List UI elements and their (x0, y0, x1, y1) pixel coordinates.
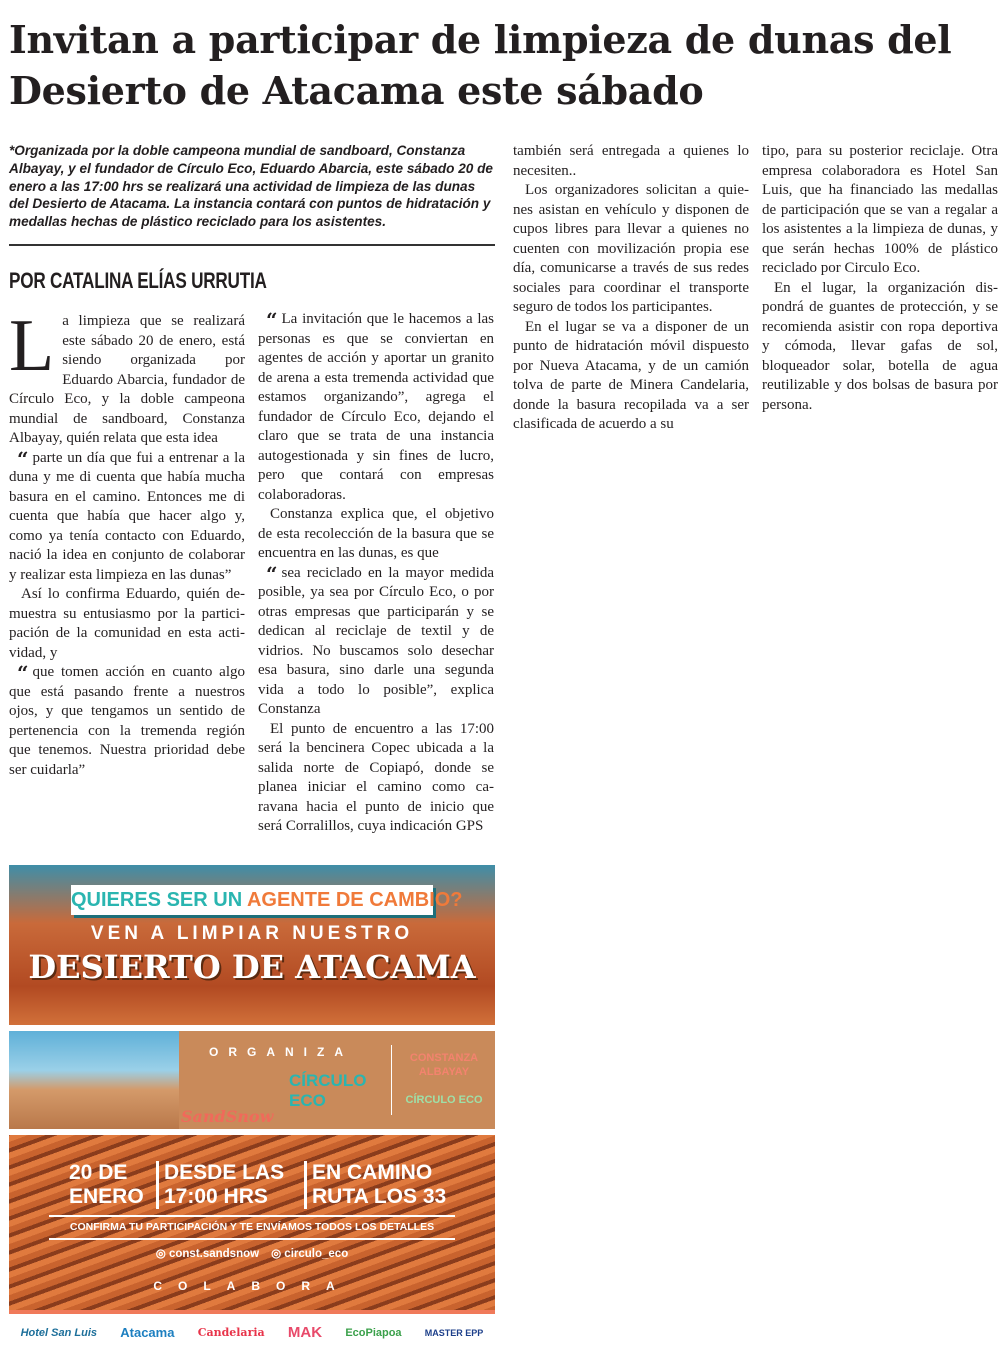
paragraph: tipo, para su posterior reciclaje. Otra empresa colaboradora es Hotel San Luis, que ha financiado las medallas de participación que se van a regalar a los asistentes a la limpieza de dunas, y que serán hechas 100% de plástico reciclado por Circulo Eco. (762, 143, 998, 276)
byline: POR CATALINA ELÍAS URRUTIA (9, 268, 267, 293)
quote-icon: “ (17, 446, 29, 471)
event-advertisement (9, 865, 495, 1351)
banner-text: QUIERES SER UN (71, 889, 247, 911)
quote-icon: “ (266, 561, 278, 586)
drop-cap: L (9, 305, 55, 387)
sponsor-logo: Hotel San Luis (20, 1326, 98, 1339)
instagram-handle[interactable]: ◎ const.sandsnow (155, 1248, 260, 1260)
ad-subtitle: VEN A LIMPIAR NUESTRO (90, 923, 414, 944)
divider (391, 1045, 392, 1115)
confirm-text: CONFIRMA TU PARTICIPACIÓN Y TE ENVÍAMOS TODOS LOS DETALLES (49, 1215, 455, 1240)
sponsor-logo: MASTER EPP (424, 1327, 484, 1338)
quote: sea reciclado en la mayor medida posible, ya sea por Círculo Eco, o por otras empresas que participarán y se dedican al reciclaje de textil y de vidrios. No buscamos solo desechar esa basura, sino darle una segunda vida a todo lo posible”, explica Constanza (258, 564, 494, 717)
article-column-4 (762, 142, 998, 415)
instagram-handle[interactable]: ◎ circulo_eco (271, 1248, 349, 1260)
article-column-3 (513, 142, 749, 435)
paragraph: El punto de encuentro a las 17:00 será la bencinera Copec ubicada a la salida norte de Copiapó, donde se planea iniciar el camino como caravana hacia el punto de inicio que será Corralillos, cuya indicación GPS (258, 720, 494, 834)
headline: Invitan a participar de limpieza de dunas del Desierto de Atacama este sábado (9, 17, 952, 113)
paragraph: Constanza explica que, el objetivo de esta recolección de la basura que se encuentra en las dunas, es que (258, 506, 494, 561)
quote: parte un día que fui a entrenar a la duna y me di cuenta que había mucha basura en el camino. Entonces me di cuenta que había que hacer algo y, como ya tenía contacto con Eduardo, nació la idea en conjunto de colaborar y realizar esta limpieza en las dunas” (9, 449, 245, 583)
quote-icon: “ (266, 308, 278, 332)
sandsnow-logo: SandSnow (181, 1107, 274, 1126)
event-info (64, 1161, 472, 1209)
paragraph: Así lo confirma Eduardo, quién demuestra su entusiasmo por la participación de la comunidad en esta actividad, y (9, 586, 245, 661)
circulo-eco-logo: CÍRCULO ECO (289, 1071, 367, 1110)
organizer-name: CONSTANZA ALBAYAY (409, 1052, 479, 1078)
banner-highlight: AGENTE DE CAMBIO? (246, 889, 463, 911)
paragraph: Los organizadores solicitan a quienes asistan en vehículo y disponen de cupos libres para llevar a quienes no cuenten con movilización propia ese día, comunicarse a través de sus redes sociales para coordinar el transporte seguro de todos los participantes. (513, 182, 749, 315)
quote: La invitación que le hacemos a las personas es que se conviertan en agentes de acción y aportar un granito de arena a esta tremenda actividad que estamos organizando”, agrega el fundador de Círculo Eco, dejando el claro que se trata de una instancia autogestionada y sin fines de lucro, pero que contará con empresas colaboradoras. (258, 311, 494, 503)
ad-title: DESIERTO DE ATACAMA (28, 948, 476, 986)
organizer-name: CÍRCULO ECO (405, 1094, 483, 1106)
event-time: DESDE LAS 17:00 HRS (159, 1161, 307, 1209)
organizers-strip (9, 1025, 495, 1135)
quote-icon: “ (17, 661, 29, 685)
sponsor-logo: Candelaria (197, 1326, 265, 1339)
colabora-label: COLABORA (153, 1279, 351, 1293)
social-handles (9, 1247, 495, 1261)
article-column-1 (9, 305, 245, 780)
paragraph: En el lugar, la organización dispondrá de guantes de protección, y se recomienda asistir con ropa deportiva y cómoda, llevar gafas de sol, bloqueador solar, botella de agua reutilizable y dos bolsas de basura por persona. (762, 279, 998, 413)
paragraph: a limpieza que se realizará este sábado 20 de enero, está siendo organizada por Eduardo Abarcia, fundador de Círculo Eco, y la doble campeona mundial de sandboard, Constanza Albayay, quién relata que esta idea (9, 313, 245, 446)
event-place: EN CAMINO RUTA LOS 33 (312, 1161, 447, 1208)
sponsor-logo: EcoPiapoa (345, 1326, 402, 1339)
sponsor-logos (9, 1310, 495, 1351)
sponsor-logo: Atacama (120, 1325, 175, 1340)
organiza-label: ORGANIZA (209, 1045, 353, 1059)
sandboarders-photo (9, 1031, 179, 1129)
sponsor-logo: MAK (287, 1324, 323, 1341)
divider (9, 244, 495, 246)
ad-banner (71, 885, 463, 915)
quote: que tomen acción en cuanto algo que está pasando frente a nuestros ojos, y que tengamos un sentido de pertenencia con la tremenda región que tenemos. Nuestra prioridad debe ser cuidarla” (9, 664, 245, 778)
article-column-2 (258, 310, 494, 837)
event-date: 20 DE ENERO (64, 1161, 159, 1209)
paragraph: también será entregada a quienes lo necesiten.. (513, 143, 749, 179)
lead-paragraph: *Organizada por la doble campeona mundial de sandboard, Constanza Albayay, y el fundador de Círculo Eco, Eduardo Abarcia, este sábado 20 de enero a las 17:00 hrs se realizará una actividad de limpieza de las dunas del Desierto de Atacama. La instancia contará con puntos de hidratación y medallas hechas de plástico reciclado para los asistentes. (9, 143, 493, 230)
paragraph: En el lugar se va a disponer de un punto de hidratación móvil dispuesto por Nueva Atacama, y de un camión tolva de parte de Minera Candelaria, donde la basura recopilada va a ser clasificada de acuerdo a su (513, 318, 749, 432)
